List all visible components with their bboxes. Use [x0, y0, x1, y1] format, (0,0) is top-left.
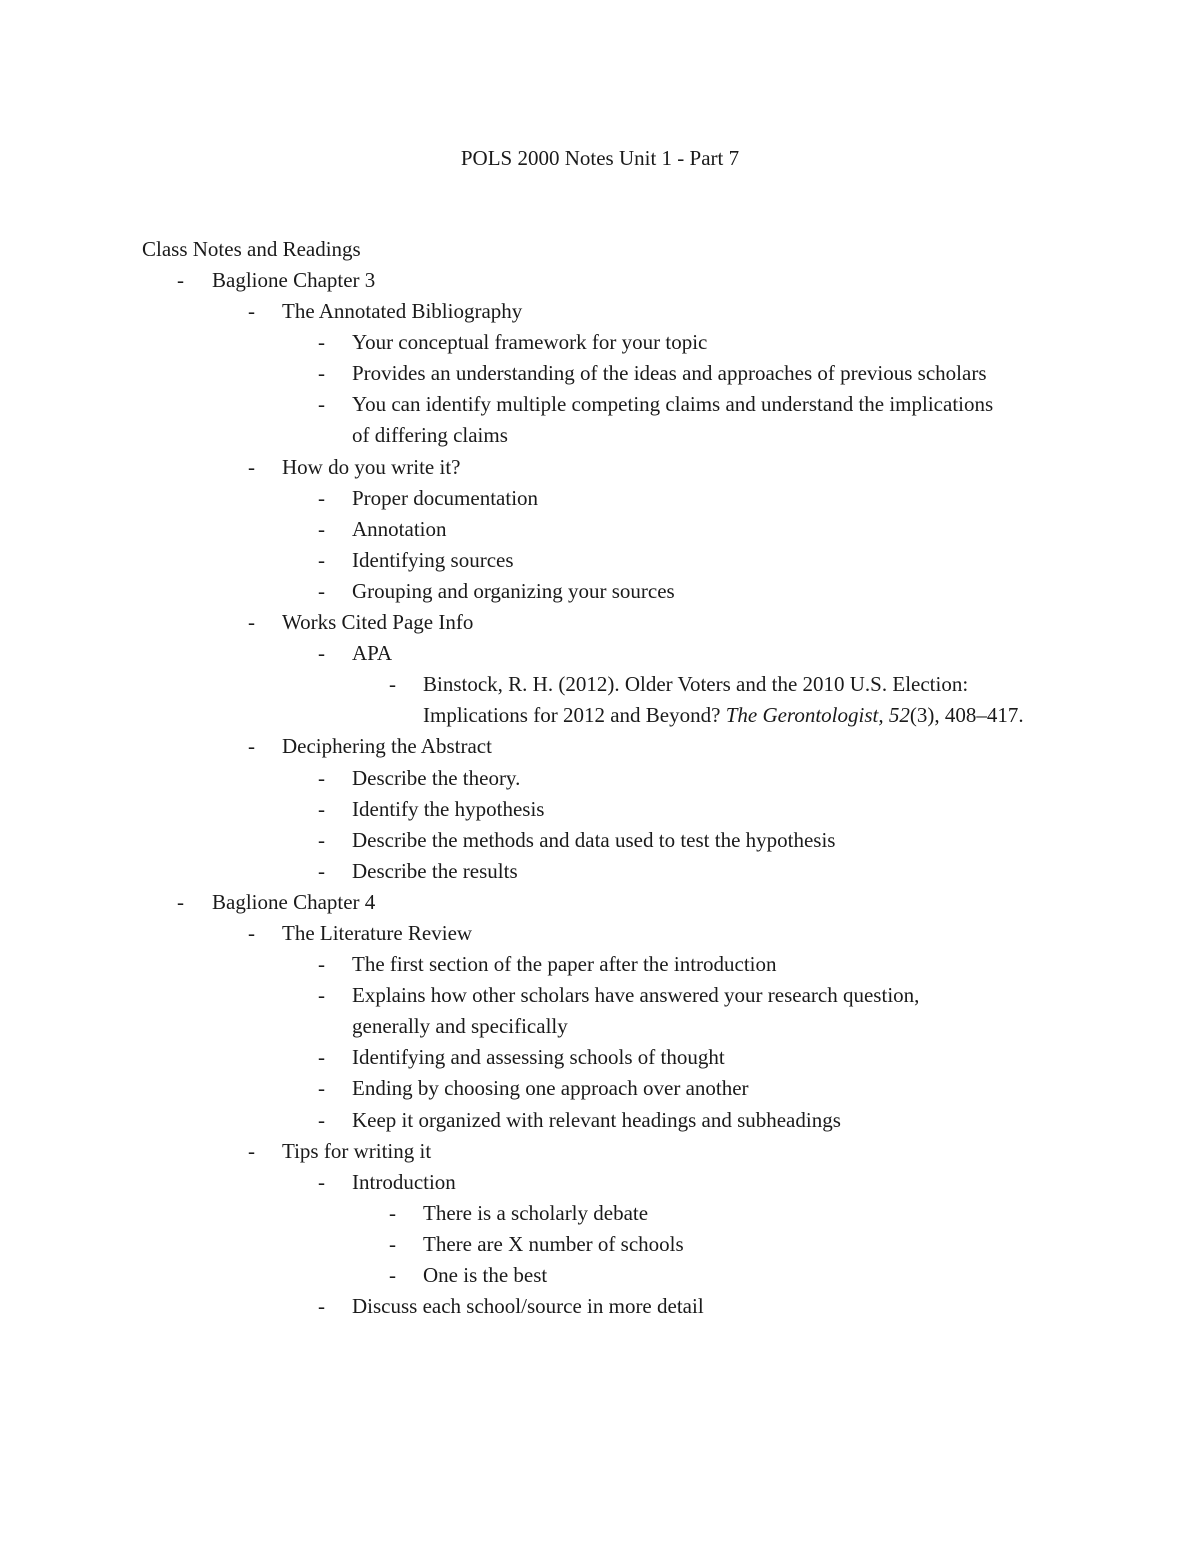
bullet-dash: -	[389, 1231, 396, 1256]
outline-item	[0, 794, 1200, 825]
outline-item	[0, 825, 1200, 856]
outline-item	[0, 545, 1200, 576]
outline-item-text: Identifying and assessing schools of thought	[352, 1045, 725, 1070]
outline-item-text: Introduction	[352, 1169, 456, 1194]
outline-item-text: Keep it organized with relevant headings and subheadings	[352, 1107, 841, 1132]
outline-item-text: Ending by choosing one approach over another	[352, 1076, 749, 1101]
outline-item	[0, 296, 1200, 327]
notes-outline	[0, 265, 1200, 1322]
outline-item-text: Annotation	[352, 516, 447, 541]
outline-item-text: Identify the hypothesis	[352, 796, 545, 821]
citation-item	[0, 669, 1200, 731]
outline-item-text: Describe the methods and data used to test the hypothesis	[352, 827, 836, 852]
outline-item-text: The Annotated Bibliography	[282, 299, 523, 324]
outline-item	[0, 607, 1200, 638]
outline-item	[0, 763, 1200, 794]
bullet-dash: -	[318, 952, 325, 977]
outline-item-text: You can identify multiple competing claims and understand the implications of differing claims	[352, 392, 994, 448]
bullet-dash: -	[318, 1294, 325, 1319]
outline-item	[0, 980, 1200, 1042]
bullet-dash: -	[318, 330, 325, 355]
citation-text: Binstock, R. H. (2012). Older Voters and the 2010 U.S. Election: Implications for 2012 and Beyond?	[423, 672, 969, 728]
apa-citation	[423, 669, 1043, 731]
bullet-dash: -	[318, 547, 325, 572]
outline-item	[0, 1136, 1200, 1167]
outline-item	[0, 638, 1200, 669]
bullet-dash: -	[318, 485, 325, 510]
bullet-dash: -	[177, 268, 184, 292]
bullet-dash: -	[248, 734, 255, 759]
outline-item	[0, 887, 1200, 918]
bullet-dash: -	[248, 920, 255, 945]
bullet-dash: -	[318, 392, 325, 417]
outline-item-text: There are X number of schools	[423, 1231, 684, 1256]
outline-item	[0, 452, 1200, 483]
bullet-dash: -	[248, 454, 255, 479]
outline-item-text: There is a scholarly debate	[423, 1200, 649, 1225]
outline-item	[0, 1073, 1200, 1104]
citation-journal: The Gerontologist, 52	[725, 703, 910, 728]
outline-item-text: Works Cited Page Info	[282, 610, 474, 635]
bullet-dash: -	[389, 1263, 396, 1287]
outline-item	[0, 514, 1200, 545]
bullet-dash: -	[318, 1045, 325, 1070]
bullet-dash: -	[318, 983, 325, 1008]
outline-item-text: Describe the theory.	[352, 765, 521, 790]
outline-item	[0, 1198, 1200, 1229]
outline-item-text: One is the best	[423, 1263, 548, 1287]
outline-item-text: Proper documentation	[352, 485, 539, 510]
outline-item-text: Describe the results	[352, 858, 518, 883]
bullet-dash: -	[389, 1200, 396, 1225]
bullet-dash: -	[318, 361, 325, 386]
outline-item	[0, 358, 1200, 389]
outline-item-text: Provides an understanding of the ideas and approaches of previous scholars	[352, 361, 987, 386]
bullet-dash: -	[318, 765, 325, 790]
bullet-dash: -	[248, 299, 255, 324]
outline-item	[0, 918, 1200, 949]
bullet-dash: -	[318, 516, 325, 541]
citation-issue: (3), 408–417.	[909, 703, 1024, 728]
outline-item	[0, 856, 1200, 887]
bullet-dash: -	[177, 889, 184, 914]
outline-item-text: The first section of the paper after the introduction	[352, 952, 777, 977]
outline-item-text: Baglione Chapter 3	[212, 268, 376, 292]
outline-item	[0, 1042, 1200, 1073]
bullet-dash: -	[318, 1107, 325, 1132]
bullet-dash: -	[318, 858, 325, 883]
bullet-dash: -	[318, 796, 325, 821]
outline-item	[0, 731, 1200, 762]
bullet-dash: -	[318, 641, 325, 666]
outline-item-text: Discuss each school/source in more detail	[352, 1294, 704, 1319]
document-title: POLS 2000 Notes Unit 1 - Part 7	[460, 146, 740, 170]
outline-item-text: Tips for writing it	[282, 1138, 432, 1163]
section-heading: Class Notes and Readings	[142, 237, 361, 261]
outline-item	[0, 949, 1200, 980]
outline-item-text: Grouping and organizing your sources	[352, 578, 675, 603]
bullet-dash: -	[318, 578, 325, 603]
outline-item	[0, 1291, 1200, 1322]
outline-item-text: How do you write it?	[282, 454, 461, 479]
outline-item	[0, 576, 1200, 607]
outline-item	[0, 1260, 1200, 1291]
outline-item-text: Identifying sources	[352, 547, 514, 572]
bullet-dash: -	[248, 610, 255, 635]
bullet-dash: -	[389, 672, 396, 697]
outline-item-text: Deciphering the Abstract	[282, 734, 492, 759]
outline-item-text: Your conceptual framework for your topic	[352, 330, 708, 355]
outline-item-text: Explains how other scholars have answered your research question, generally and specifically	[352, 983, 920, 1039]
outline-item	[0, 327, 1200, 358]
outline-item	[0, 1229, 1200, 1260]
bullet-dash: -	[318, 827, 325, 852]
outline-item	[0, 1167, 1200, 1198]
outline-item	[0, 265, 1200, 296]
outline-item-text: The Literature Review	[282, 920, 473, 945]
outline-item-text: APA	[352, 641, 393, 666]
bullet-dash: -	[318, 1076, 325, 1101]
outline-item-text: Baglione Chapter 4	[212, 889, 376, 914]
outline-item	[0, 389, 1200, 451]
bullet-dash: -	[318, 1169, 325, 1194]
bullet-dash: -	[248, 1138, 255, 1163]
outline-item	[0, 483, 1200, 514]
outline-item	[0, 1105, 1200, 1136]
